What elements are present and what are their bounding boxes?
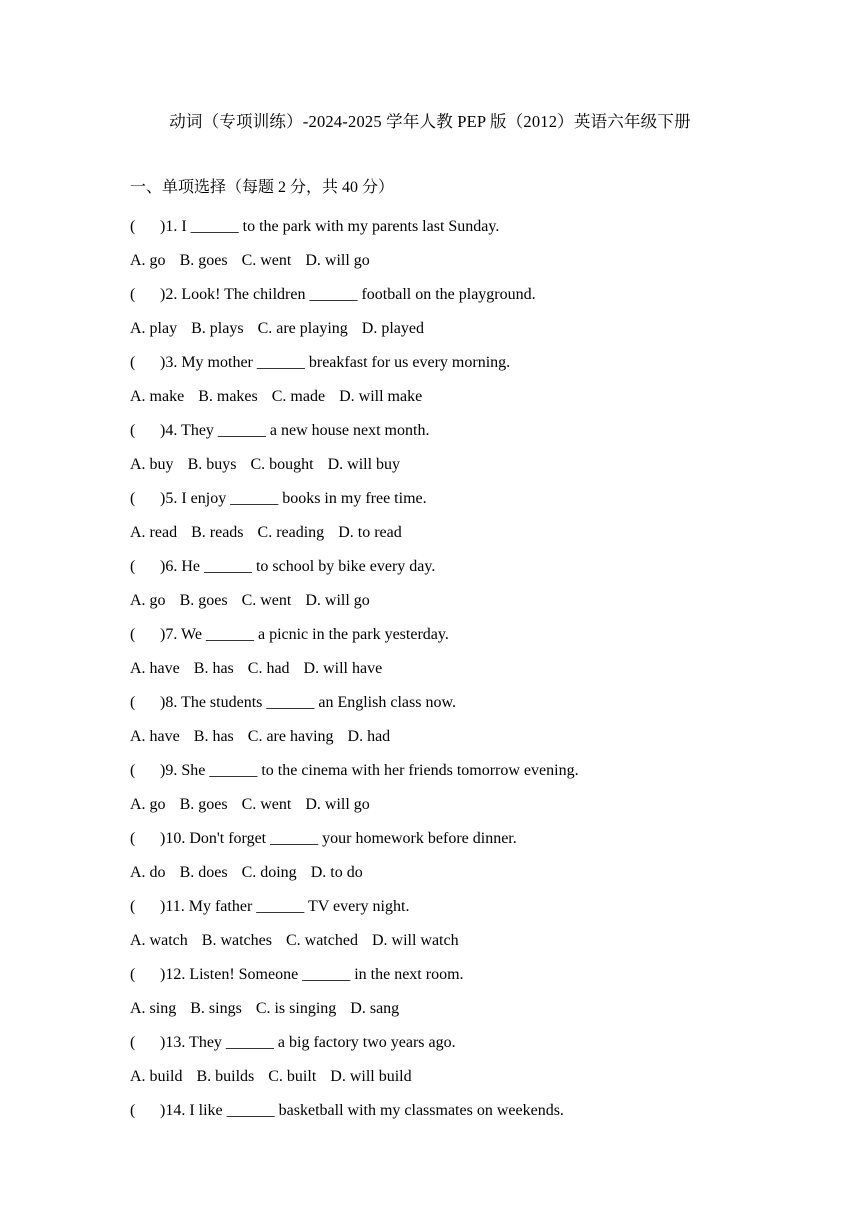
document-title: 动词（专项训练）-2024-2025 学年人教 PEP 版（2012）英语六年级下册: [169, 112, 691, 131]
option-a: A. make: [130, 388, 185, 405]
question-stem: [130, 550, 810, 584]
question-stem: [130, 1026, 810, 1060]
option-b: B. has: [193, 728, 234, 745]
question-stem: [130, 346, 810, 380]
option-b: B. plays: [191, 320, 244, 337]
question-stem: [130, 822, 810, 856]
option-c: C. built: [268, 1068, 317, 1085]
question-stem: [130, 890, 810, 924]
option-d: D. sang: [350, 1000, 400, 1017]
option-d: D. will build: [330, 1068, 412, 1085]
option-d: D. played: [361, 320, 424, 337]
answer-bracket: (: [130, 1034, 136, 1051]
option-d: D. will go: [305, 252, 370, 269]
question-stem: [130, 958, 810, 992]
option-d: D. will go: [305, 796, 370, 813]
question-text: )8. The students ______ an English class now.: [160, 694, 456, 711]
option-d: D. will watch: [371, 932, 459, 949]
option-b: B. goes: [179, 592, 228, 609]
section-heading: 一、单项选择（每题 2 分，共 40 分）: [130, 179, 395, 196]
answer-bracket: (: [130, 422, 136, 439]
option-d: D. to do: [310, 864, 363, 881]
option-b: B. goes: [179, 252, 228, 269]
option-a: A. read: [130, 524, 178, 541]
answer-bracket: (: [130, 762, 136, 779]
option-b: B. goes: [179, 796, 228, 813]
answer-bracket: (: [130, 966, 136, 983]
question-text: )6. He ______ to school by bike every day.: [160, 558, 436, 575]
question-text: )12. Listen! Someone ______ in the next room.: [160, 966, 464, 983]
option-a: A. buy: [130, 456, 174, 473]
option-c: C. is singing: [255, 1000, 337, 1017]
option-c: C. are playing: [257, 320, 348, 337]
option-d: D. will have: [303, 660, 383, 677]
option-a: A. watch: [130, 932, 188, 949]
answer-bracket: (: [130, 694, 136, 711]
option-a: A. have: [130, 660, 180, 677]
answer-bracket: (: [130, 218, 136, 235]
question-list: [130, 210, 810, 1128]
option-b: B. sings: [190, 1000, 242, 1017]
option-b: B. buys: [187, 456, 237, 473]
option-c: C. went: [241, 592, 292, 609]
option-b: B. builds: [196, 1068, 255, 1085]
question-text: )5. I enjoy ______ books in my free time.: [160, 490, 427, 507]
option-d: D. to read: [338, 524, 402, 541]
question-text: )9. She ______ to the cinema with her friends tomorrow evening.: [160, 762, 579, 779]
option-a: A. sing: [130, 1000, 177, 1017]
option-b: B. watches: [201, 932, 272, 949]
option-row: [130, 1060, 810, 1094]
option-row: [130, 924, 810, 958]
option-row: [130, 584, 810, 618]
answer-bracket: (: [130, 490, 136, 507]
question-stem: [130, 210, 810, 244]
question-stem: [130, 754, 810, 788]
option-d: D. will make: [339, 388, 423, 405]
answer-bracket: (: [130, 830, 136, 847]
option-row: [130, 720, 810, 754]
answer-bracket: (: [130, 626, 136, 643]
option-b: B. makes: [198, 388, 258, 405]
question-text: )13. They ______ a big factory two years ago.: [160, 1034, 456, 1051]
option-a: A. play: [130, 320, 178, 337]
answer-bracket: (: [130, 286, 136, 303]
question-text: )1. I ______ to the park with my parents last Sunday.: [160, 218, 500, 235]
question-stem: [130, 618, 810, 652]
option-a: A. go: [130, 796, 166, 813]
option-row: [130, 856, 810, 890]
option-b: B. has: [193, 660, 234, 677]
question-text: )2. Look! The children ______ football on the playground.: [160, 286, 536, 303]
question-text: )11. My father ______ TV every night.: [160, 898, 410, 915]
question-stem: [130, 686, 810, 720]
option-d: D. will go: [305, 592, 370, 609]
option-c: C. went: [241, 252, 292, 269]
question-stem: [130, 278, 810, 312]
option-a: A. go: [130, 592, 166, 609]
option-c: C. are having: [247, 728, 334, 745]
answer-bracket: (: [130, 558, 136, 575]
option-a: A. do: [130, 864, 166, 881]
option-row: [130, 516, 810, 550]
option-c: C. made: [271, 388, 326, 405]
option-row: [130, 448, 810, 482]
option-row: [130, 312, 810, 346]
answer-bracket: (: [130, 354, 136, 371]
option-c: C. reading: [257, 524, 325, 541]
question-text: )10. Don't forget ______ your homework before dinner.: [160, 830, 517, 847]
option-c: C. bought: [250, 456, 314, 473]
option-c: C. went: [241, 796, 292, 813]
option-c: C. watched: [285, 932, 358, 949]
option-a: A. go: [130, 252, 166, 269]
question-text: )4. They ______ a new house next month.: [160, 422, 430, 439]
option-row: [130, 788, 810, 822]
question-stem: [130, 1094, 810, 1128]
question-stem: [130, 414, 810, 448]
question-stem: [130, 482, 810, 516]
option-row: [130, 652, 810, 686]
option-d: D. will buy: [327, 456, 401, 473]
option-row: [130, 992, 810, 1026]
option-c: C. had: [247, 660, 290, 677]
question-text: )7. We ______ a picnic in the park yesterday.: [160, 626, 449, 643]
option-row: [130, 380, 810, 414]
option-d: D. had: [347, 728, 391, 745]
option-row: [130, 244, 810, 278]
answer-bracket: (: [130, 898, 136, 915]
option-a: A. build: [130, 1068, 183, 1085]
option-b: B. does: [179, 864, 228, 881]
question-text: )3. My mother ______ breakfast for us every morning.: [160, 354, 511, 371]
option-c: C. doing: [241, 864, 297, 881]
option-b: B. reads: [191, 524, 244, 541]
question-text: )14. I like ______ basketball with my classmates on weekends.: [160, 1102, 564, 1119]
answer-bracket: (: [130, 1102, 136, 1119]
option-a: A. have: [130, 728, 180, 745]
